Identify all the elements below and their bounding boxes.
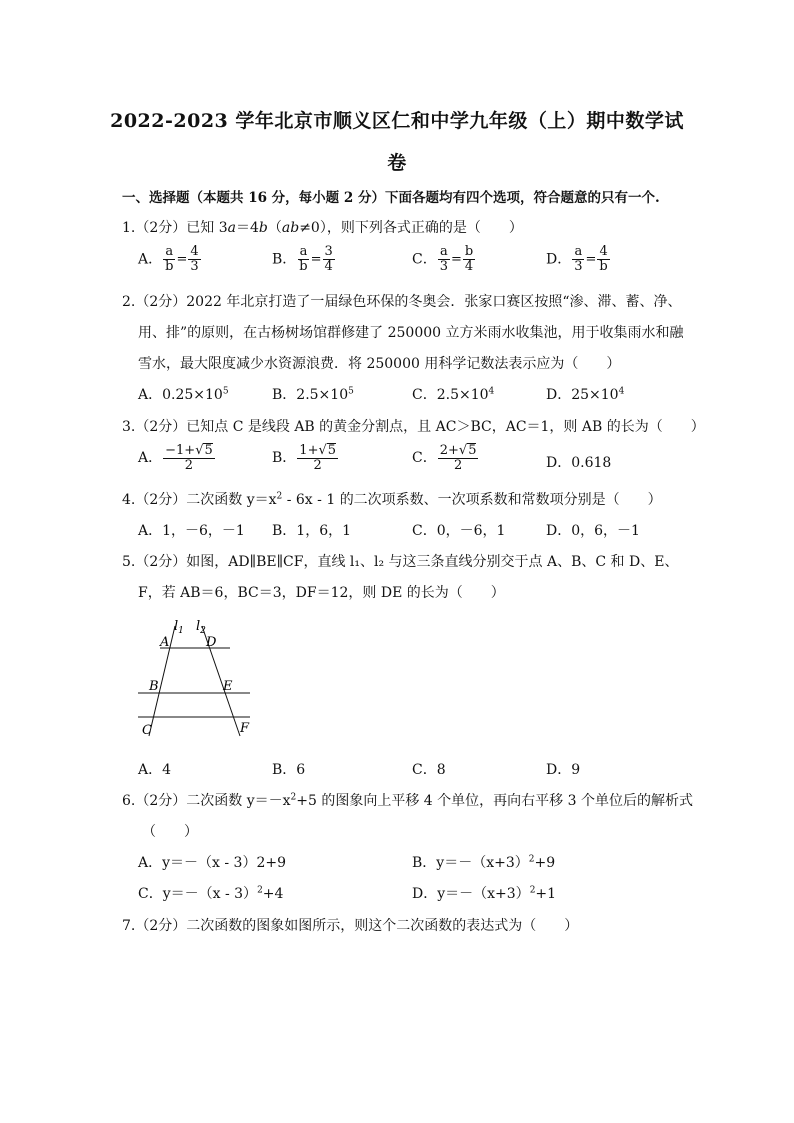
- q1-option-b: B． $\frac{a}{b}$ = $\frac{3}{4}$: [272, 244, 333, 274]
- parallel-lines-figure: [130, 612, 260, 740]
- q3-option-a: A． $\frac{-1+√5}{2}$: [138, 443, 213, 473]
- exam-title-line2: 卷: [387, 152, 407, 174]
- q3-option-c: C． $\frac{2+√5}{2}$: [412, 443, 477, 473]
- question-6-line2: （ ）: [142, 824, 198, 840]
- q2-option-d: D．$25\times 10^4$: [546, 386, 625, 403]
- point-e-label: E: [223, 679, 233, 694]
- q3-option-b: B． $\frac{1+√5}{2}$: [272, 443, 337, 473]
- point-c-label: C: [142, 723, 152, 738]
- question-2-line2: 用、排”的原则，在古杨树场馆群修建了 250000 立方米雨水收集池，用于收集雨水和融: [138, 325, 684, 341]
- q2-option-b: B．$2.5\times 10^5$: [272, 386, 354, 403]
- q3-option-d: D．0.618: [546, 455, 612, 471]
- q5-option-d: D．9: [546, 762, 581, 778]
- q2-option-c: C．$2.5\times 10^4$: [412, 386, 495, 403]
- q4-option-b: B．1，6，1: [272, 523, 352, 539]
- question-5-line2: F，若 AB＝6，BC＝3，DF＝12，则 DE 的长为（ ）: [138, 585, 505, 601]
- point-b-label: B: [149, 679, 159, 694]
- exam-title-line1: 2022-2023 学年北京市顺义区仁和中学九年级（上）期中数学试: [110, 110, 684, 132]
- question-6-line1: 6.（2分）二次函数 $y=-x^2+5$ 的图象向上平移 4 个单位，再向右平移 3 个单位后的解析式: [122, 792, 693, 809]
- q4-option-c: C．0，－6，1: [412, 523, 506, 539]
- question-2-line1: 2.（2分）2022 年北京打造了一届绿色环保的冬奥会．张家口赛区按照“渗、滞、蓄、净、: [122, 294, 682, 310]
- question-4-stem: 4.（2分）二次函数 $y=x^2 - 6x - 1$ 的二次项系数、一次项系数和常数项分别是（ ）: [122, 491, 662, 508]
- q6-option-a: A．y＝－（x - 3）2+9: [138, 855, 287, 871]
- question-3-stem: 3.（2分）已知点 C 是线段 AB 的黄金分割点，且 AC＞BC，AC＝1，则 AB 的长为（ ）: [122, 419, 705, 435]
- question-7-stem: 7.（2分）二次函数的图象如图所示，则这个二次函数的表达式为（ ）: [122, 918, 579, 934]
- question-1-stem: 1.（2分）已知 3a＝4b（ab≠0），则下列各式正确的是（ ）: [122, 220, 523, 236]
- q6-option-b: B．$y=-(x+3)^2+9$: [412, 854, 556, 871]
- q2-option-a: A．$0.25\times 10^5$: [138, 386, 229, 403]
- q5-option-c: C．8: [412, 762, 446, 778]
- point-a-label: A: [160, 635, 170, 650]
- point-d-label: D: [206, 635, 217, 650]
- q6-option-c: C．y＝－（x - 3）$^2$+4: [138, 885, 284, 902]
- q1-option-a: A． $\frac{a}{b}$ = $\frac{4}{3}$: [138, 244, 199, 274]
- label-l2: $l_2$: [196, 619, 206, 636]
- label-l1: $l_1$: [174, 619, 184, 636]
- q1-option-d: D． $\frac{a}{3}$ = $\frac{4}{b}$: [546, 244, 608, 274]
- q4-option-a: A．1，－6，－1: [138, 523, 245, 539]
- q5-option-b: B．6: [272, 762, 306, 778]
- point-f-label: F: [240, 721, 250, 736]
- q1-option-c: C． $\frac{a}{3}$ = $\frac{b}{4}$: [412, 244, 474, 274]
- question-5-line1: 5.（2分）如图，AD∥BE∥CF，直线 l₁、l₂ 与这三条直线分别交于点 A、B、C 和 D、E、: [122, 554, 679, 570]
- q6-option-d: D．$y=-(x+3)^2+1$: [412, 885, 557, 902]
- q4-option-d: D．0，6，－1: [546, 523, 640, 539]
- q5-option-a: A．4: [138, 762, 172, 778]
- question-2-line3: 雪水，最大限度减少水资源浪费．将 250000 用科学记数法表示应为（ ）: [138, 356, 621, 372]
- section-1-heading: 一、选择题（本题共 16 分，每小题 2 分）下面各题均有四个选项，符合题意的只有一个.: [122, 190, 660, 206]
